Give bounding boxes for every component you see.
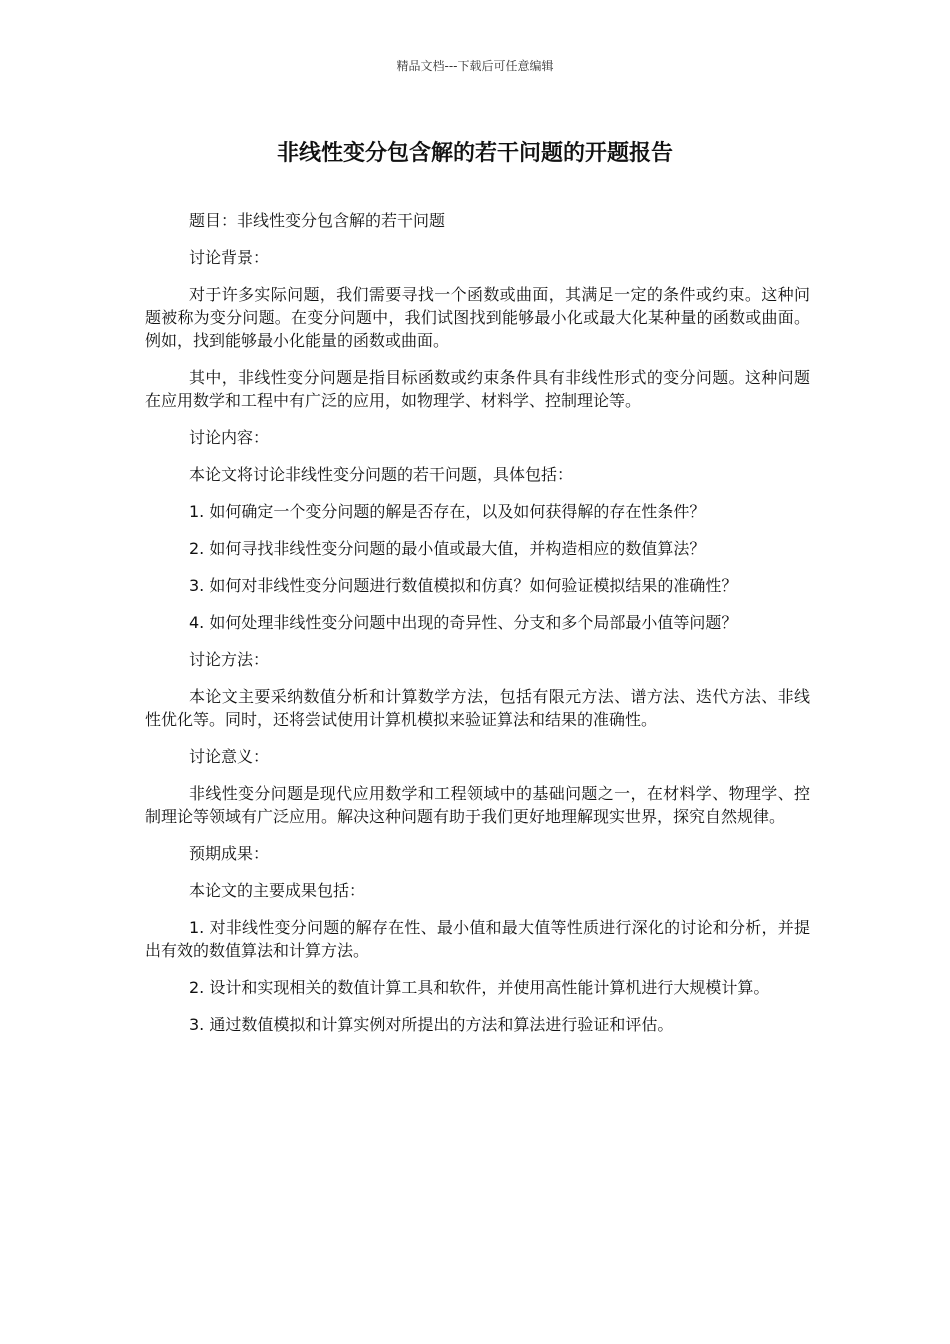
outcome-item-3: 3. 通过数值模拟和计算实例对所提出的方法和算法进行验证和评估。 [189, 1015, 674, 1034]
section-heading-background: 讨论背景： [189, 248, 270, 267]
section-heading-significance: 讨论意义： [189, 747, 270, 766]
content-intro: 本论文将讨论非线性变分问题的若干问题，具体包括： [189, 465, 574, 484]
outcome-item-2: 2. 设计和实现相关的数值计算工具和软件，并使用高性能计算机进行大规模计算。 [189, 978, 770, 997]
content-item-4: 4. 如何处理非线性变分问题中出现的奇异性、分支和多个局部最小值等问题？ [189, 613, 738, 632]
significance-paragraph: 非线性变分问题是现代应用数学和工程领域中的基础问题之一，在材料学、物理学、控制理论等领域有广泛应用。解决这种问题有助于我们更好地理解现实世界，探究自然规律。 [145, 784, 810, 826]
background-paragraph-2: 其中，非线性变分问题是指目标函数或约束条件具有非线性形式的变分问题。这种问题在应用数学和工程中有广泛的应用，如物理学、材料学、控制理论等。 [145, 368, 810, 410]
section-heading-content: 讨论内容： [189, 428, 270, 447]
document-title: 非线性变分包含解的若干问题的开题报告 [276, 141, 673, 166]
outcomes-intro: 本论文的主要成果包括： [189, 881, 366, 900]
section-heading-method: 讨论方法： [189, 650, 270, 669]
document-body [145, 209, 810, 1050]
content-item-3: 3. 如何对非线性变分问题进行数值模拟和仿真？如何验证模拟结果的准确性？ [189, 576, 738, 595]
header-note: 精品文档---下载后可任意编辑 [396, 59, 554, 73]
method-paragraph: 本论文主要采纳数值分析和计算数学方法，包括有限元方法、谱方法、迭代方法、非线性优化等。同时，还将尝试使用计算机模拟来验证算法和结果的准确性。 [145, 687, 810, 729]
topic-line: 题目：非线性变分包含解的若干问题 [189, 211, 446, 230]
content-item-2: 2. 如何寻找非线性变分问题的最小值或最大值，并构造相应的数值算法？ [189, 539, 706, 558]
outcome-item-1: 1. 对非线性变分问题的解存在性、最小值和最大值等性质进行深化的讨论和分析，并提出有效的数值算法和计算方法。 [145, 918, 810, 960]
section-heading-outcomes: 预期成果： [189, 844, 270, 863]
background-paragraph-1: 对于许多实际问题，我们需要寻找一个函数或曲面，其满足一定的条件或约束。这种问题被称为变分问题。在变分问题中，我们试图找到能够最小化或最大化某种量的函数或曲面。例如，找到能够最小化能量的函数或曲面。 [145, 285, 810, 350]
content-item-1: 1. 如何确定一个变分问题的解是否存在，以及如何获得解的存在性条件？ [189, 502, 706, 521]
